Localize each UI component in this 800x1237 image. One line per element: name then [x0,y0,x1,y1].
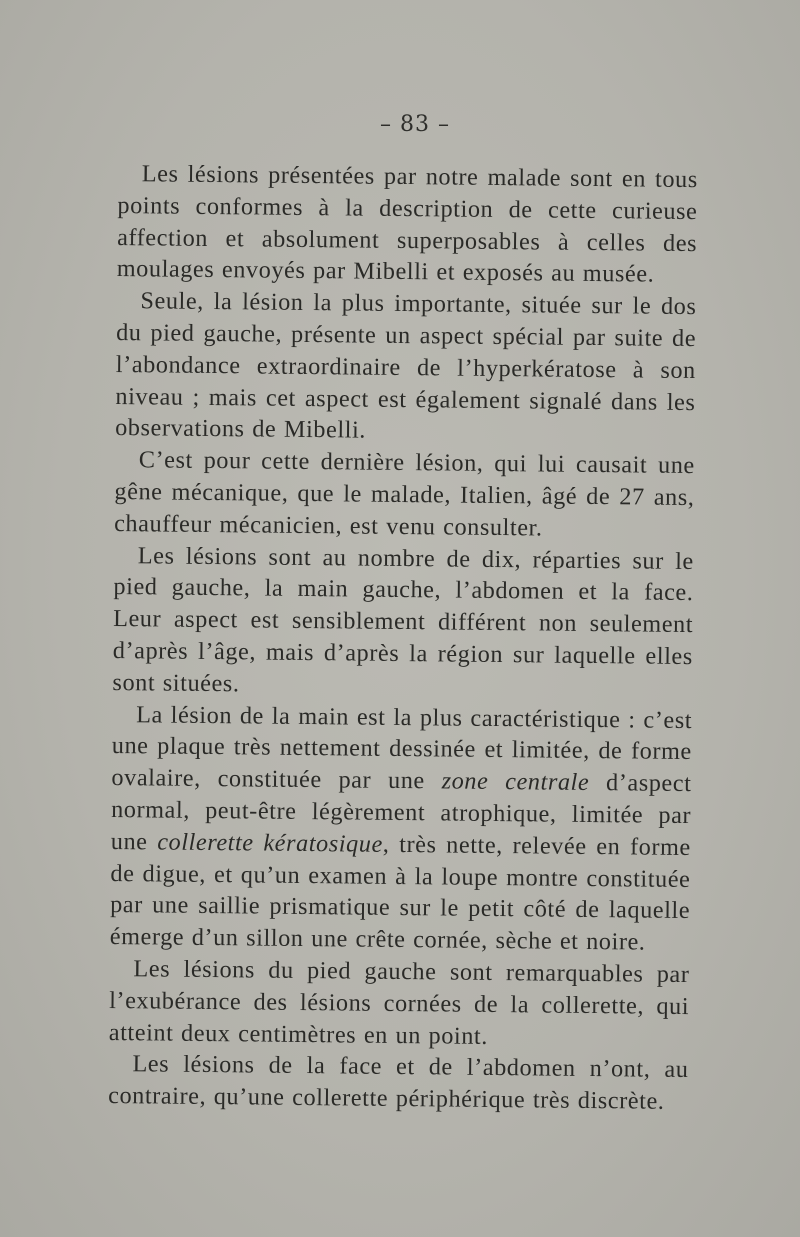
paragraph [112,540,694,705]
paragraph [109,953,690,1054]
paragraph [114,444,695,545]
paragraph [110,699,693,959]
text-segment: Seule, la lésion la plus importante, située sur le dos du pied gauche, présente un aspect spécial par suite de l’abondance extraordinaire de l’hyperkératose à son niveau ; mais cet aspect est également signalé dans les observations de Mibelli. [115,287,697,444]
text-segment: , très nette, relevée en forme de digue, et qu’un examen à la loupe montre constituée par une saillie prismatique sur le petit côté de laquelle émerge d’un sillon une crête cornée, sèche et noire. [109,830,691,956]
text-segment: Les lésions du pied gauche sont remarquables par l’exubérance des lésions cornées de la collerette, qui atteint deux centimètres en un point. [108,955,690,1050]
text-segment: C’est pour cette dernière lésion, qui lui causait une gêne mécanique, que le malade, Italien, âgé de 27 ans, chauffeur mécanicien, est venu consulter. [114,446,695,542]
text-segment: La lésion de la main est la plus caractéristique : c’est une plaque très nettement dessinée et limitée, de forme ovalaire, constituée par une [111,700,693,795]
text-segment: Les lésions de la face et de l’abdomen n’ont, au contraire, qu’une collerette périphérique très discrète. [108,1050,689,1115]
paragraph [108,1048,689,1118]
paragraph [115,285,697,450]
paragraph [117,158,698,291]
text-segment: Les lésions sont au nombre de dix, réparties sur le pied gauche, la main gauche, l’abdomen et la face. Leur aspect est sensiblement différent non seulement d’après l’âge, mais d’après la région sur laquelle elles sont situées. [112,541,694,698]
text-segment: Les lésions présentées par notre malade sont en tous points conformes à la description de cette curieuse affection et absolument superposables à celles des moulages envoyés par Mibelli et exposés au musée. [116,160,698,289]
body-text [108,158,698,1118]
italic-term-zone-centrale: zone centrale [441,767,590,797]
text-segment: d’aspect normal, peut-être légèrement atrophique, limitée par une [110,769,692,856]
italic-term-collerette: collerette kératosique [157,828,384,858]
page-number: – 83 – [380,112,450,137]
